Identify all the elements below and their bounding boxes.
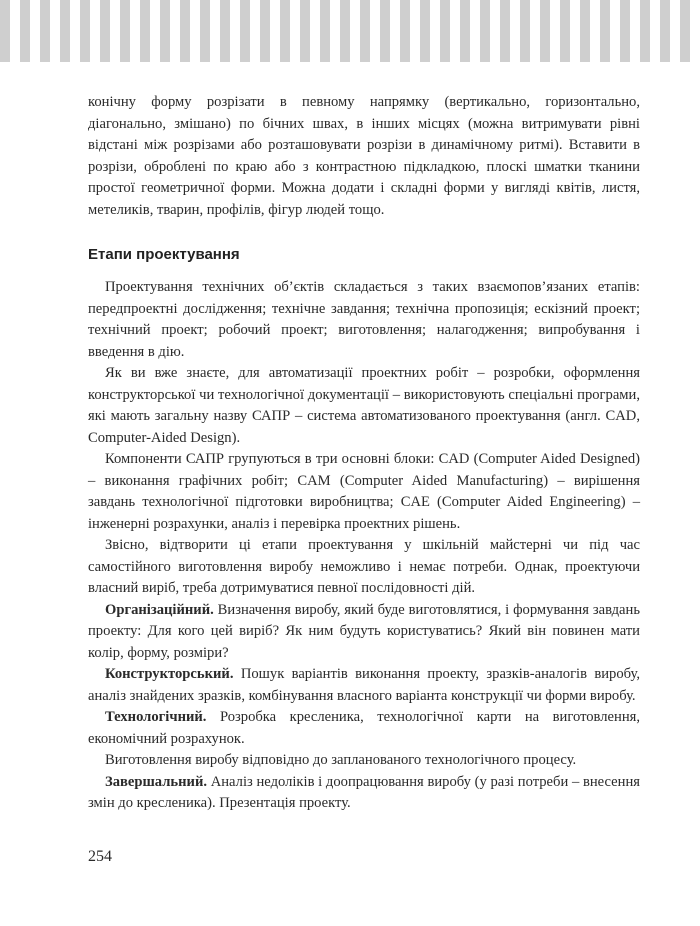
paragraph-school-workshop: Звісно, відтворити ці етапи проектування у шкільній майстерні чи під час самостійного виготовлення виробу неможливо і немає потреби. Однак, проектуючи власний виріб, треба дотримуватися певної послідовності дій.: [88, 537, 640, 596]
stage-text: Виготовлення виробу відповідно до запланованого технологічного процесу.: [105, 752, 577, 768]
stage-term: Завершальний.: [105, 773, 207, 790]
stage-text: Розробка кресленика, технологічної карти на виготовлення, економічний розрахунок.: [88, 709, 640, 747]
stage-design: [88, 664, 640, 707]
paragraph-stages-list: Проектування технічних об’єктів складається з таких взаємопов’язаних етапів: передпроектні дослідження; технічне завдання; технічна пропозиція; ескізний проект; технічний проект; робочий проект; виготовлення; налагодження; випробування і введення в дію.: [88, 279, 640, 360]
stage-text: Аналіз недоліків і доопрацювання виробу (у разі потреби – внесення змін до кресленика). Презентація проекту.: [88, 773, 640, 811]
stage-term: Технологічний.: [105, 709, 207, 725]
stage-final: [88, 772, 640, 815]
section-heading: Етапи проектування: [88, 246, 240, 263]
stage-manufacturing: [88, 750, 640, 772]
intro-paragraph: конічну форму розрізати в певному напрямку (вертикально, горизонтально, діагонально, змішано) по бічних швах, в інших місцях (можна витримувати рівні відстані між розрізами або розташовувати розрізи в динамічному ритмі). Вставити в розрізи, оброблені по краю або з контрастною підкладкою, плоскі шматки тканини простої геометричної форми. Можна додати і складні форми у вигляді квітів, листя, метеликів, тварин, профілів, фігур людей тощо.: [88, 94, 640, 218]
stage-text: Визначення виробу, який буде виготовлятися, і формування завдань проекту: Для кого цей виріб? Як ним будуть користуватись? Який він повинен мати колір, форму, розміри?: [88, 601, 640, 661]
paragraph-sapr-components: Компоненти САПР групуються в три основні блоки: CAD (Computer Aided Designed) – виконання графічних робіт; CAM (Computer Aided Manufacturing) – вирішення завдань технологічної підготовки виробництва; CAE (Computer Aided Engineering) – інженерні розрахунки, аналіз і перевірка проектних рішень.: [88, 451, 640, 532]
page-number: 254: [88, 848, 112, 865]
stage-text: Пошук варіантів виконання проекту, зразків-аналогів виробу, аналіз знайдених зразків, комбінування власного варіанта конструкції чи форми виробу.: [88, 666, 640, 704]
stage-technological: [88, 707, 640, 750]
decorative-stripe-header: [0, 0, 700, 62]
stage-term: Організаційний.: [105, 601, 214, 618]
stage-term: Конструкторський.: [105, 666, 234, 682]
paragraph-sapr: Як ви вже знаєте, для автоматизації проектних робіт – розробки, оформлення конструкторської чи технологічної документації – використовують спеціальні програми, які мають загальну назву САПР – система автоматизованого проектування (англ. CAD, Computer-Aided Design).: [88, 365, 640, 446]
page-content: [88, 92, 640, 815]
stage-organizational: [88, 600, 640, 665]
